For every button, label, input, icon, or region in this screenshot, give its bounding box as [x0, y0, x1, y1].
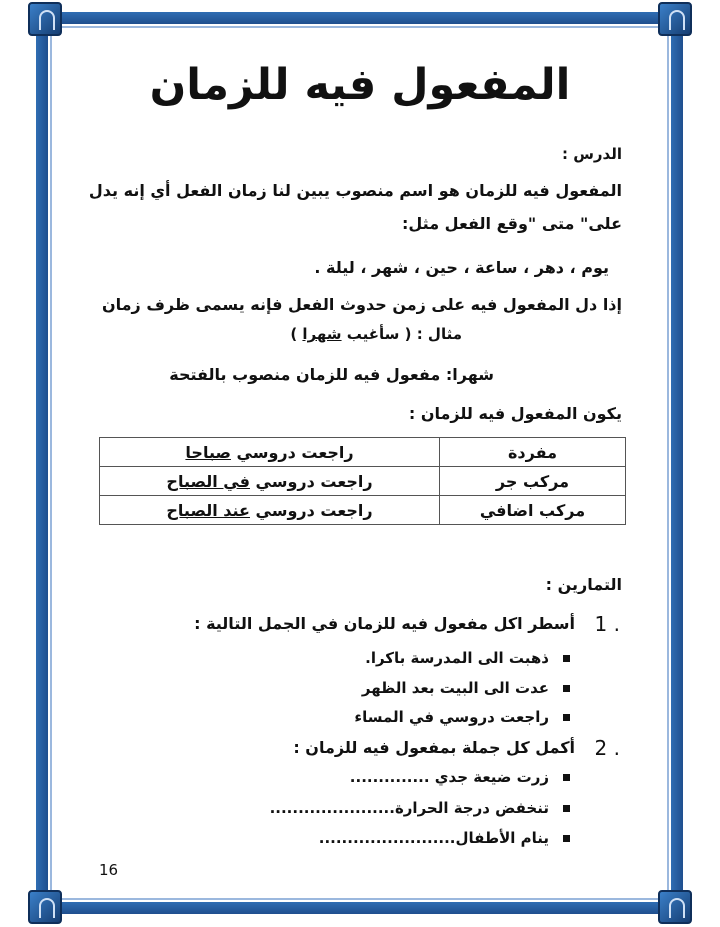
frame-corner-ornament-icon	[28, 890, 62, 924]
list-item	[270, 799, 570, 817]
frame-bottom-border	[40, 902, 680, 914]
frame-top-border	[40, 12, 680, 24]
type-cell: مفردة	[440, 438, 626, 467]
page-title: المفعول فيه للزمان	[149, 60, 571, 110]
example-underlined-text: في الصباح	[166, 471, 250, 491]
definition-line-2: على" متى "وقع الفعل مثل:	[401, 214, 622, 233]
exercise-2-instruction: أكمل كل جملة بمفعول فيه للزمان :	[293, 738, 575, 757]
frame-right-border	[671, 12, 683, 914]
example-underlined-text: صباحا	[185, 442, 231, 462]
list-item-text: زرت ضيعة جدي ..............	[349, 768, 549, 786]
example-words: يوم ، دهر ، ساعة ، حين ، شهر ، ليلة .	[314, 258, 609, 277]
frame-corner-ornament-icon	[658, 2, 692, 36]
bullet-icon	[563, 655, 570, 662]
rule-line: إذا دل المفعول فيه على زمن حدوث الفعل فإنه يسمى ظرف زمان	[101, 295, 622, 314]
example-sentence	[290, 325, 462, 343]
exercises-heading: التمارين :	[545, 575, 622, 594]
analysis-line: شهرا: مفعول فيه للزمان منصوب بالفتحة	[169, 365, 494, 384]
exercise-1-number: 1 .	[594, 612, 620, 636]
example-cell	[100, 438, 440, 467]
type-cell: مركب اضافي	[440, 496, 626, 525]
list-item	[354, 708, 570, 726]
table-row	[100, 467, 626, 496]
frame-inner-left-line	[50, 24, 52, 902]
types-heading: يكون المفعول فيه للزمان :	[408, 404, 622, 423]
example-text: راجعت دروسي	[249, 500, 373, 520]
list-item-text: ذهبت الى المدرسة باكرا.	[365, 649, 549, 667]
example-cell	[100, 467, 440, 496]
list-item-text: راجعت دروسي في المساء	[354, 708, 549, 726]
types-table	[99, 437, 626, 525]
table-row	[100, 496, 626, 525]
example-text: راجعت دروسي	[230, 442, 354, 462]
exercise-2-number: 2 .	[594, 736, 620, 760]
exercise-1-instruction: أسطر اكل مفعول فيه للزمان في الجمل التالية :	[194, 614, 575, 633]
example-suffix: )	[290, 325, 303, 343]
list-item	[319, 829, 570, 847]
frame-corner-ornament-icon	[658, 890, 692, 924]
example-text: راجعت دروسي	[249, 471, 373, 491]
frame-inner-bottom-line	[48, 898, 672, 900]
frame-corner-ornament-icon	[28, 2, 62, 36]
bullet-icon	[563, 714, 570, 721]
lesson-label: الدرس :	[562, 145, 622, 163]
definition-line-1: المفعول فيه للزمان هو اسم منصوب يبين لنا زمان الفعل أي إنه يدل	[88, 181, 622, 200]
example-underlined-word: شهرا	[302, 325, 342, 343]
example-underlined-text: عند الصباح	[166, 500, 250, 520]
list-item-text: عدت الى البيت بعد الظهر	[361, 679, 549, 697]
example-prefix: مثال : ( سأغيب	[341, 325, 462, 343]
list-item-text: ينام الأطفال........................	[318, 829, 549, 847]
bullet-icon	[563, 685, 570, 692]
table-row	[100, 438, 626, 467]
bullet-icon	[563, 774, 570, 781]
list-item	[350, 768, 570, 786]
bullet-icon	[563, 805, 570, 812]
page-number: 16	[99, 861, 119, 879]
list-item	[362, 679, 570, 697]
bullet-icon	[563, 835, 570, 842]
frame-left-border	[36, 12, 48, 914]
type-cell: مركب جر	[440, 467, 626, 496]
frame-inner-top-line	[48, 26, 672, 28]
frame-inner-right-line	[667, 24, 669, 902]
list-item	[365, 649, 570, 667]
list-item-text: تنخفض درجة الحرارة......................	[269, 799, 549, 817]
example-cell	[100, 496, 440, 525]
